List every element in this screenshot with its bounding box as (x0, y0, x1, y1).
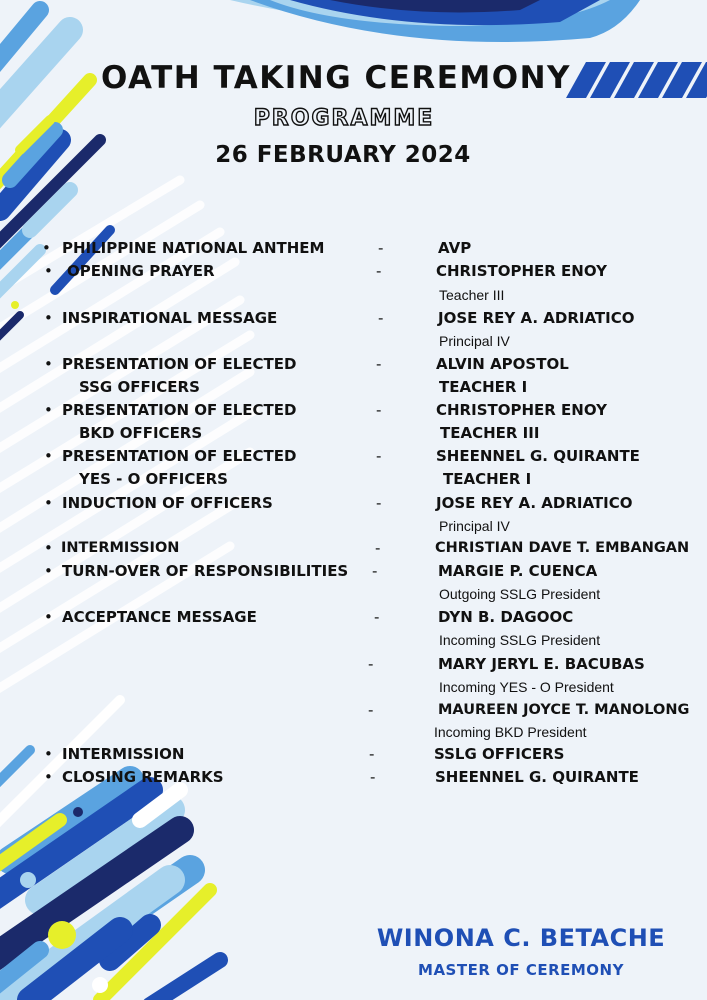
separator-dash: - (370, 768, 376, 786)
item-presenter: MARGIE P. CUENCA (438, 562, 598, 580)
item-presenter-role: Incoming BKD President (434, 724, 587, 740)
item-title: INTERMISSION (61, 540, 180, 556)
item-presenter: MARY JERYL E. BACUBAS (438, 655, 645, 673)
item-presenter: SHEENNEL G. QUIRANTE (436, 447, 640, 465)
item-presenter: CHRISTIAN DAVE T. EMBANGAN (435, 540, 690, 556)
master-of-ceremony-title: MASTER OF CEREMONY (418, 961, 624, 979)
bullet: • (44, 262, 53, 280)
item-presenter-role: Principal IV (439, 518, 510, 534)
item-presenter-role: Incoming YES - O President (439, 679, 614, 695)
item-presenter: JOSE REY A. ADRIATICO (436, 494, 633, 512)
separator-dash: - (376, 494, 382, 512)
bullet: • (44, 494, 53, 512)
bullet: • (44, 608, 53, 626)
item-presenter: AVP (438, 239, 472, 257)
item-presenter-role: Outgoing SSLG President (439, 586, 601, 602)
item-presenter: CHRISTOPHER ENOY (436, 401, 607, 419)
event-date: 26 FEBRUARY 2024 (215, 142, 471, 168)
separator-dash: - (369, 745, 375, 763)
item-presenter: MAUREEN JOYCE T. MANOLONG (438, 702, 690, 718)
separator-dash: - (378, 309, 384, 327)
master-of-ceremony-name: WINONA C. BETACHE (376, 924, 666, 952)
item-presenter-role: Principal IV (439, 333, 510, 349)
item-presenter: SSLG OFFICERS (434, 745, 565, 763)
bullet: • (44, 401, 53, 419)
item-presenter-role: TEACHER III (440, 424, 540, 442)
item-title: PRESENTATION OF ELECTED (62, 401, 297, 419)
item-title: PRESENTATION OF ELECTED (62, 447, 297, 465)
item-presenter: ALVIN APOSTOL (436, 355, 569, 373)
bullet: • (44, 447, 53, 465)
item-presenter-role: TEACHER I (439, 378, 528, 396)
separator-dash: - (376, 401, 382, 419)
bullet: • (42, 239, 51, 257)
bullet: • (44, 562, 53, 580)
item-presenter-role: Teacher III (439, 287, 505, 303)
item-title-continued: SSG OFFICERS (79, 378, 200, 396)
separator-dash: - (372, 562, 378, 580)
item-title: CLOSING REMARKS (62, 768, 224, 786)
separator-dash: - (376, 262, 382, 280)
item-presenter: DYN B. DAGOOC (438, 608, 574, 626)
item-title-continued: YES - O OFFICERS (79, 470, 228, 488)
item-title: INTERMISSION (62, 745, 185, 763)
separator-dash: - (368, 655, 374, 673)
item-presenter-role: Incoming SSLG President (439, 632, 601, 648)
item-title: OPENING PRAYER (67, 262, 215, 280)
item-title: TURN-OVER OF RESPONSIBILITIES (62, 562, 349, 580)
item-presenter: SHEENNEL G. QUIRANTE (435, 768, 639, 786)
bullet: • (44, 355, 53, 373)
item-title-continued: BKD OFFICERS (79, 424, 203, 442)
separator-dash: - (374, 608, 380, 626)
item-title: INSPIRATIONAL MESSAGE (62, 309, 278, 327)
separator-dash: - (378, 239, 384, 257)
bullet: • (44, 309, 53, 327)
page-subtitle: PROGRAMME (253, 106, 435, 131)
top-swoosh (230, 0, 640, 42)
separator-dash: - (376, 355, 382, 373)
item-title: PHILIPPINE NATIONAL ANTHEM (62, 239, 325, 257)
item-title: ACCEPTANCE MESSAGE (62, 608, 257, 626)
bullet: • (44, 745, 53, 763)
item-title: PRESENTATION OF ELECTED (62, 355, 297, 373)
item-presenter: CHRISTOPHER ENOY (436, 262, 607, 280)
page-title: OATH TAKING CEREMONY (100, 60, 572, 96)
item-title: INDUCTION OF OFFICERS (62, 494, 273, 512)
item-presenter: JOSE REY A. ADRIATICO (438, 309, 635, 327)
separator-dash: - (376, 447, 382, 465)
separator-dash: - (375, 539, 381, 557)
bullet: • (44, 539, 53, 557)
item-presenter-role: TEACHER I (443, 470, 532, 488)
separator-dash: - (368, 701, 374, 719)
bullet: • (44, 768, 53, 786)
